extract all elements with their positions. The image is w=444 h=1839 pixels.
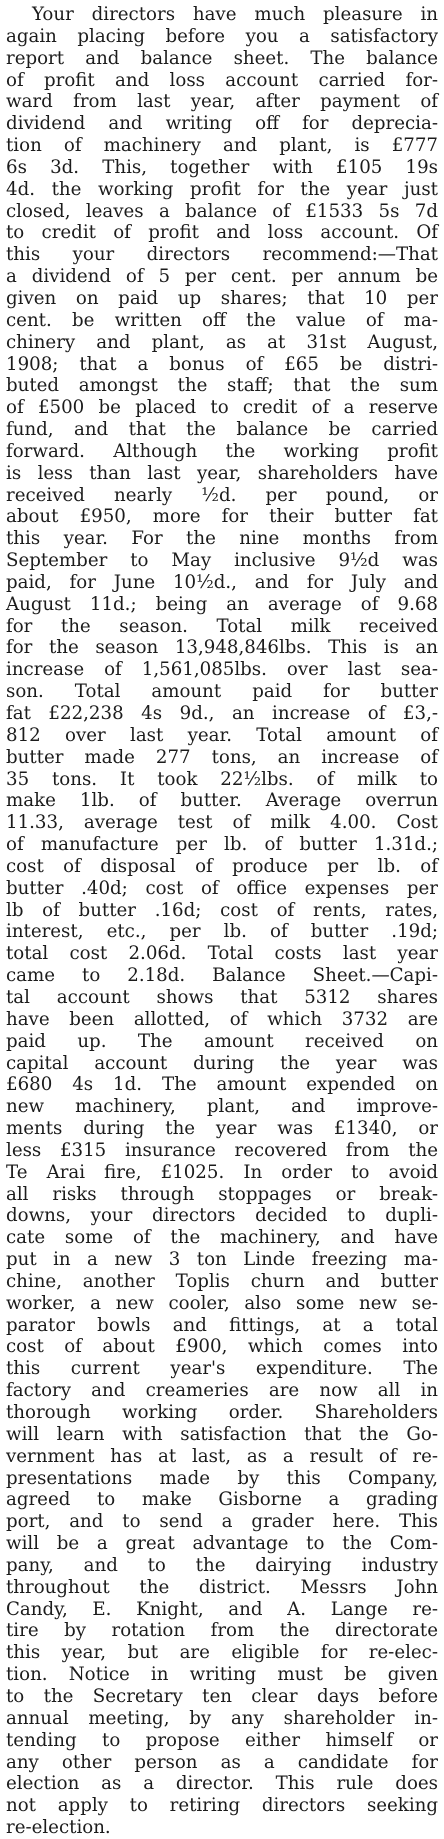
text-line: chinery and plant, as at 31st August,	[6, 331, 438, 353]
text-line: capital account during the year was	[6, 1052, 438, 1074]
text-line: Candy, E. Knight, and A. Lange re-	[6, 1598, 438, 1620]
text-line: parator bowls and fittings, at a total	[6, 1314, 438, 1336]
text-line: interest, etc., per lb. of butter .19d;	[6, 921, 438, 943]
text-line: pany, and to the dairying industry	[6, 1554, 438, 1576]
text-line: re-election.	[6, 1817, 111, 1839]
text-line: thorough working order. Shareholders	[6, 1402, 438, 1423]
text-line: 6s 3d. This, together with £105 19s	[6, 156, 438, 178]
text-line: chine, another Toplis churn and butter	[6, 1270, 438, 1292]
text-line: make 1lb. of butter. Average overrun	[6, 790, 438, 812]
text-line: tion of machinery and plant, is £777	[6, 135, 438, 157]
text-line: given on paid up shares; that 10 per	[6, 287, 438, 309]
text-line: election as a director. This rule does	[6, 1773, 438, 1795]
text-line: cost of about £900, which comes into	[6, 1336, 438, 1358]
text-line: will learn with satisfaction that the Go-	[6, 1423, 438, 1445]
text-line: tion. Notice in writing must be given	[6, 1664, 438, 1686]
text-line: this your directors recommend:—That	[6, 244, 438, 266]
text-line: paid, for June 10½d., and for July and	[6, 571, 438, 593]
text-line: 4d. the working profit for the year just	[6, 178, 438, 200]
text-line: for the season 13,948,846lbs. This is an	[6, 637, 438, 659]
text-line: increase of 1,561,085lbs. over last sea-	[6, 659, 438, 681]
text-line: worker, a new cooler, also some new se-	[6, 1292, 438, 1314]
text-line: about £950, more for their butter fat	[6, 506, 438, 528]
text-line: cent. be written off the value of ma-	[6, 309, 438, 331]
text-line: this year. For the nine months from	[6, 528, 438, 550]
text-line: September to May inclusive 9½d was	[6, 550, 438, 572]
text-line: agreed to make Gisborne a grading	[6, 1489, 438, 1511]
text-line: closed, leaves a balance of £1533 5s 7d	[6, 200, 438, 222]
text-line: of profit and loss account carried for-	[6, 69, 438, 91]
text-line: presentations made by this Company,	[6, 1467, 438, 1489]
text-line: 35 tons. It took 22½lbs. of milk to	[6, 768, 438, 790]
text-line: ments during the year was £1340, or	[6, 1118, 438, 1140]
text-line: dividend and writing off for deprecia-	[6, 113, 438, 135]
text-line: cost of disposal of produce per lb. of	[6, 855, 438, 877]
text-line: received nearly ½d. per pound, or	[6, 484, 438, 506]
text-line: fund, and that the balance be carried	[6, 419, 438, 441]
text-line: cate some of the machinery, and have	[6, 1227, 438, 1249]
text-line: less £315 insurance recovered from the	[6, 1139, 438, 1161]
text-line: not apply to retiring directors seeking	[6, 1795, 438, 1817]
text-line: will be a great advantage to the Com-	[6, 1533, 438, 1555]
text-line: downs, your directors decided to dupli-	[6, 1205, 438, 1227]
text-line: vernment has at last, as a result of re-	[6, 1445, 438, 1467]
text-line: for the season. Total milk received	[6, 615, 438, 637]
text-line: again placing before you a satisfactory	[6, 25, 438, 47]
text-line: put in a new 3 ton Linde freezing ma-	[6, 1249, 438, 1271]
text-line: 11.33, average test of milk 4.00. Cost	[6, 812, 438, 834]
text-line: is less than last year, shareholders have	[6, 462, 438, 484]
text-line: butter .40d; cost of office expenses per	[6, 877, 438, 899]
text-line: any other person as a candidate for	[6, 1751, 438, 1773]
text-line: throughout the district. Messrs John	[6, 1576, 438, 1598]
text-line: 1908; that a bonus of £65 be distri-	[6, 353, 438, 375]
text-line: ward from last year, after payment of	[6, 91, 438, 113]
text-line: forward. Although the working profit	[6, 440, 438, 462]
text-line: to credit of profit and loss account. Of	[6, 222, 438, 244]
text-line: lb of butter .16d; cost of rents, rates,	[6, 899, 438, 921]
text-line: new machinery, plant, and improve-	[6, 1096, 438, 1118]
text-line: Te Arai fire, £1025. In order to avoid	[6, 1161, 438, 1183]
text-line: son. Total amount paid for butter	[6, 681, 438, 703]
text-line: this year, but are eligible for re-elec-	[6, 1642, 438, 1664]
text-line: tal account shows that 5312 shares	[6, 986, 438, 1008]
text-line: tending to propose either himself or	[6, 1729, 438, 1751]
text-line: butter made 277 tons, an increase of	[6, 746, 438, 768]
text-line: a dividend of 5 per cent. per annum be	[6, 266, 438, 288]
text-line: 812 over last year. Total amount of	[6, 724, 438, 746]
text-line: total cost 2.06d. Total costs last year	[6, 943, 438, 965]
text-line: of £500 be placed to credit of a reserve	[6, 397, 438, 419]
article-column	[6, 4, 438, 1839]
text-line: to the Secretary ten clear days before	[6, 1685, 438, 1707]
text-line: fat £22,238 4s 9d., an increase of £3,-	[6, 703, 438, 724]
text-line: came to 2.18d. Balance Sheet.—Capi-	[6, 965, 438, 987]
text-line: paid up. The amount received on	[6, 1030, 438, 1052]
text-line: £680 4s 1d. The amount expended on	[6, 1074, 438, 1096]
text-line: factory and creameries are now all in	[6, 1380, 438, 1402]
text-line: report and balance sheet. The balance	[6, 47, 438, 69]
text-line: annual meeting, by any shareholder in-	[6, 1707, 438, 1729]
text-line: all risks through stoppages or break-	[6, 1183, 438, 1205]
text-line: tire by rotation from the directorate	[6, 1620, 438, 1642]
text-line: August 11d.; being an average of 9.68	[6, 593, 438, 615]
text-line: buted amongst the staff; that the sum	[6, 375, 438, 397]
text-line: Your directors have much pleasure in	[32, 4, 438, 25]
text-line: this current year's expenditure. The	[6, 1358, 438, 1380]
text-line: of manufacture per lb. of butter 1.31d.;	[6, 834, 438, 856]
text-line: port, and to send a grader here. This	[6, 1511, 438, 1533]
text-line: have been allotted, of which 3732 are	[6, 1008, 438, 1030]
